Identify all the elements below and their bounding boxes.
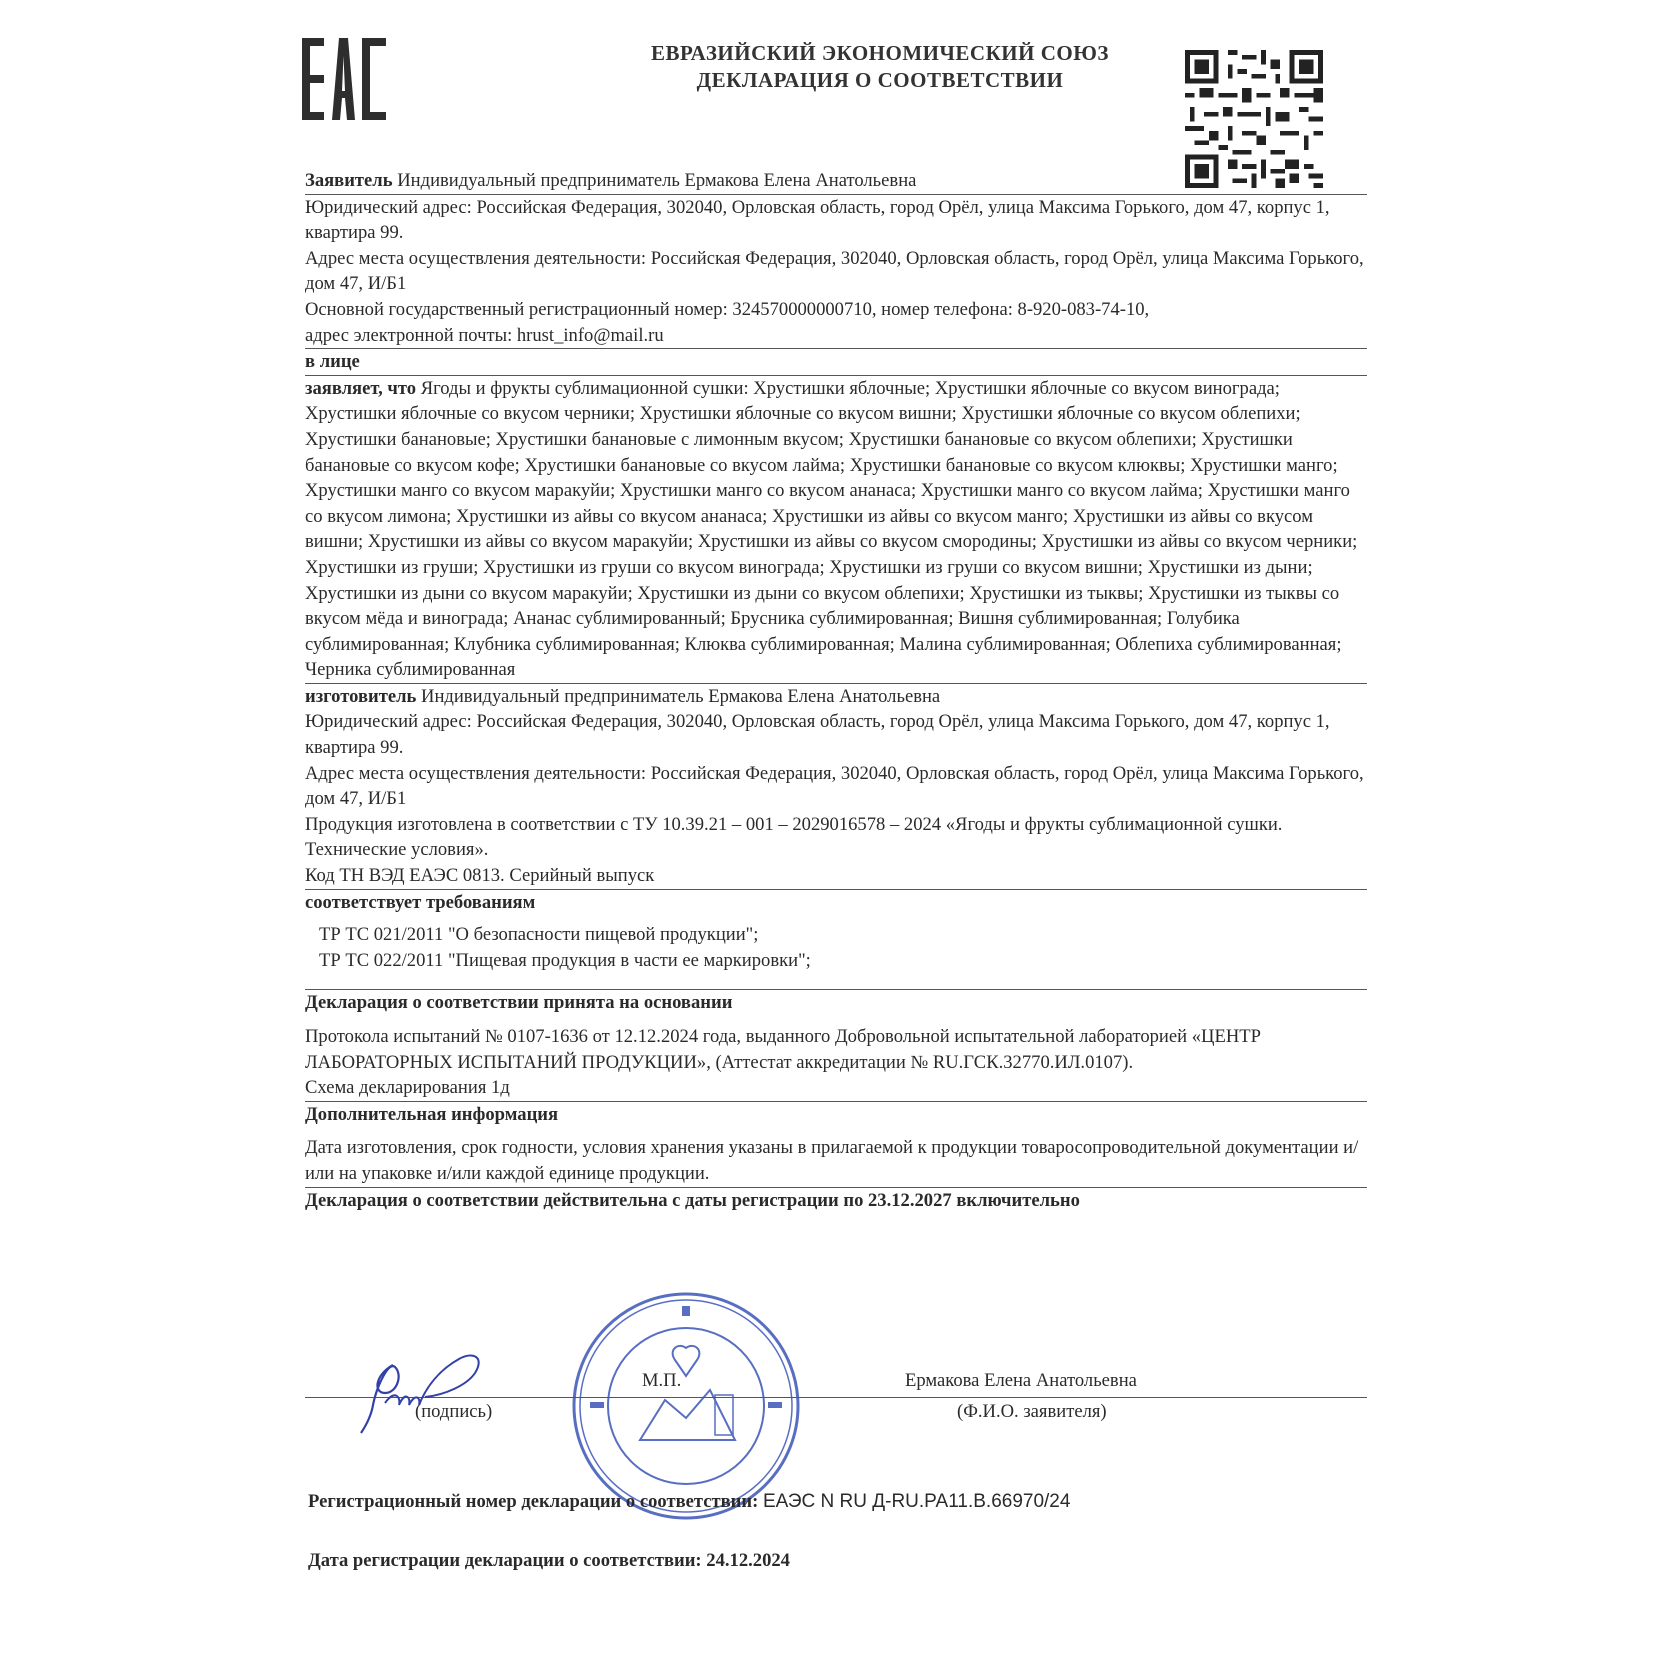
product-list: Ягоды и фрукты сублимационной сушки: Хрустишки яблочные; Хрустишки яблочные со вкусом винограда; Хрустишки яблочные со вкусом черники; Хрустишки яблочные со вкусом вишни; Хрустишки яблочные со вкусом облепихи; Хрустишки банановые; Хрустишки банановые с лимонным вкусом; Хрустишки банановые со вкусом облепихи; Хрустишки банановые со вкусом кофе; Хрустишки банановые со вкусом лайма; Хрустишки банановые со вкусом клюквы; Хрустишки манго; Хрустишки манго со вкусом маракуйи; Хрустишки манго со вкусом ананаса; Хрустишки манго со вкусом лайма; Хрустишки манго со вкусом лимона; Хрустишки из айвы со вкусом ананаса; Хрустишки из айвы со вкусом манго; Хрустишки из айвы со вкусом вишни; Хрустишки из айвы со вкусом маракуйи; Хрустишки из айвы со вкусом смородины; Хрустишки из айвы со вкусом черники; Хрустишки из груши; Хрустишки из груши со вкусом винограда; Хрустишки из груши со вкусом вишни; Хрустишки из дыни; Хрустишки из дыни со вкусом маракуйи; Хрустишки из дыни со вкусом облепихи; Хрустишки из тыквы; Хрустишки из тыквы со вкусом мёда и винограда; Ананас сублимированный; Брусника сублимированная; Вишня сублимированная; Голубика сублимированная; Клубника сублимированная; Клюква сублимированная; Малина сублимированная; Облепиха сублимированная; Черника сублимированная <box>305 377 1358 681</box>
registration-date <box>308 1550 790 1572</box>
applicant-ogrn-phone: Основной государственный регистрационный номер: 324570000000710, номер телефона: 8-920-083-74-10, <box>305 298 1150 320</box>
requirements-list <box>305 922 1367 973</box>
declaration-title: ДЕКЛАРАЦИЯ О СООТВЕТСТВИИ <box>696 68 1064 92</box>
applicant-activity-address: Адрес места осуществления деятельности: Российская Федерация, 302040, Орловская область, город Орёл, улица Максима Горького, дом 47, И/Б1 <box>305 247 1364 295</box>
registration-date-label: Дата регистрации декларации о соответствии: <box>308 1550 702 1571</box>
signer-name-caption: (Ф.И.О. заявителя) <box>957 1401 1107 1422</box>
applicant-email: адрес электронной почты: hrust_info@mail.ru <box>305 324 664 346</box>
represented-by-label: в лице <box>305 349 1367 376</box>
signer-name: Ермакова Елена Анатольевна <box>905 1370 1137 1391</box>
registration-number <box>308 1491 1070 1513</box>
requirements-label: соответствует требованиям <box>305 891 536 913</box>
declaration-body <box>305 168 1367 1213</box>
manufacturer-section <box>305 684 1367 890</box>
declares-label: заявляет, что <box>305 377 417 399</box>
requirements-section <box>305 890 1367 991</box>
validity-statement: Декларация о соответствии действительна с даты регистрации по 23.12.2027 включительно <box>305 1189 1080 1211</box>
basis-section <box>305 990 1367 1101</box>
basis-text: Протокола испытаний № 0107-1636 от 12.12.2024 года, выданного Добровольной испытательной лабораторией «ЦЕНТР ЛАБОРАТОРНЫХ ИСПЫТАНИЙ ПРОДУКЦИИ», (Аттестат аккредитации № RU.ГСК.32770.ИЛ.0107). <box>305 1026 1261 1073</box>
manufacturer-legal-address: Юридический адрес: Российская Федерация, 302040, Орловская область, город Орёл, улица Максима Горького, дом 47, корпус 1, квартира 99. <box>305 711 1330 759</box>
round-seal-stamp <box>570 1290 802 1522</box>
signature-caption: (подпись) <box>415 1401 493 1422</box>
additional-text: Дата изготовления, срок годности, условия хранения указаны в прилагаемой к продукции товаросопроводительной документации и/или на упаковке и/или каждой единице продукции. <box>305 1137 1359 1184</box>
applicant-label: Заявитель <box>305 170 393 191</box>
document-header <box>600 40 1160 94</box>
eac-logo <box>302 36 388 122</box>
additional-label: Дополнительная информация <box>305 1103 559 1125</box>
declares-section <box>305 376 1367 684</box>
stamp-placeholder: М.П. <box>642 1370 682 1391</box>
basis-label: Декларация о соответствии принята на основании <box>305 992 733 1014</box>
manufacturer-tnved: Код ТН ВЭД ЕАЭС 0813. Серийный выпуск <box>305 865 655 887</box>
applicant-name: Индивидуальный предприниматель Ермакова Елена Анатольевна <box>397 170 917 191</box>
additional-section <box>305 1102 1367 1188</box>
requirement-item: ТР ТС 022/2011 "Пищевая продукция в части ее маркировки"; <box>319 949 811 971</box>
manufacturer-activity-address: Адрес места осуществления деятельности: Российская Федерация, 302040, Орловская область, город Орёл, улица Максима Горького, дом 47, И/Б1 <box>305 762 1364 810</box>
applicant-details <box>305 195 1367 350</box>
registration-number-label: Регистрационный номер декларации о соответствии: <box>308 1491 759 1512</box>
registration-date-value: 24.12.2024 <box>706 1550 790 1571</box>
handwritten-signature <box>355 1345 495 1435</box>
requirement-item: ТР ТС 021/2011 "О безопасности пищевой продукции"; <box>319 924 759 946</box>
applicant-section <box>305 168 1367 195</box>
manufacturer-label: изготовитель <box>305 685 417 707</box>
union-title: ЕВРАЗИЙСКИЙ ЭКОНОМИЧЕСКИЙ СОЮЗ <box>651 41 1109 65</box>
manufacturer-name: Индивидуальный предприниматель Ермакова Елена Анатольевна <box>421 685 941 707</box>
manufacturer-tu: Продукция изготовлена в соответствии с ТУ 10.39.21 – 001 – 2029016578 – 2024 «Ягоды и фрукты сублимационной сушки. Технические условия». <box>305 813 1283 861</box>
registration-number-value: ЕАЭС N RU Д-RU.РА11.В.66970/24 <box>762 1491 1071 1512</box>
applicant-legal-address: Юридический адрес: Российская Федерация, 302040, Орловская область, город Орёл, улица Максима Горького, дом 47, корпус 1, квартира 99. <box>305 196 1330 244</box>
basis-scheme: Схема декларирования 1д <box>305 1077 510 1099</box>
